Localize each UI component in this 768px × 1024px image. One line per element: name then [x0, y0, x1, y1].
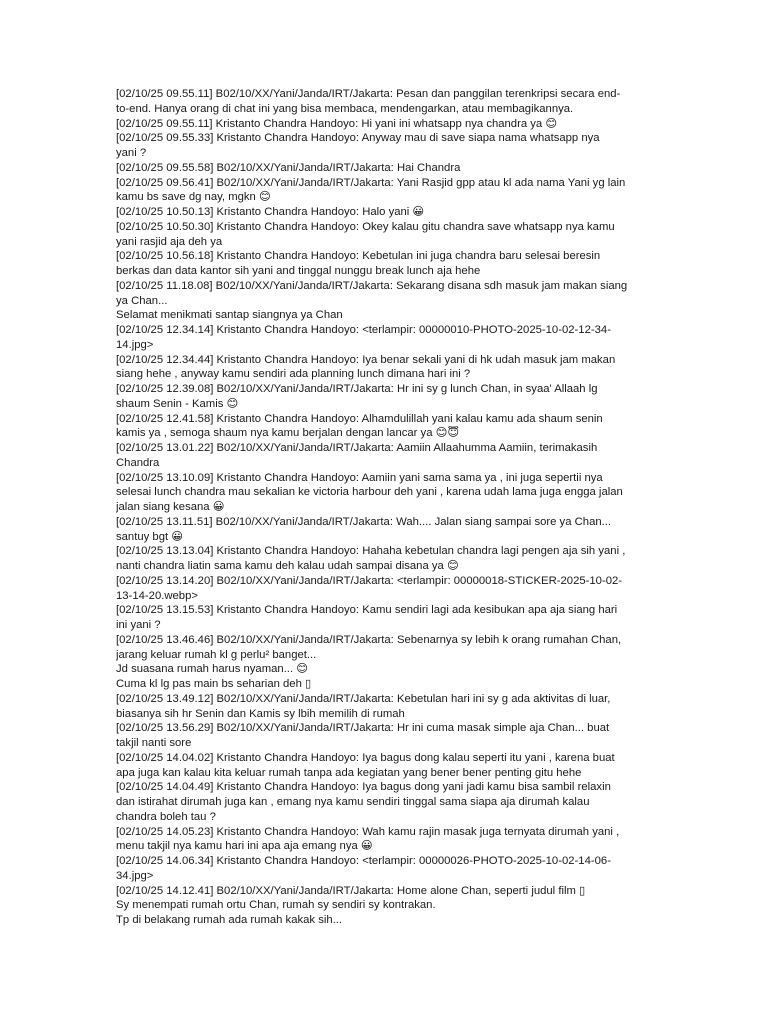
- transcript-line: [02/10/25 13.11.51] B02/10/XX/Yani/Janda/IRT/Jakarta: Wah.... Jalan siang sampai sore ya Chan...: [116, 515, 612, 528]
- transcript-line: [02/10/25 12.41.58] Kristanto Chandra Handoyo: Alhamdulillah yani kalau kamu ada shaum senin: [116, 412, 603, 425]
- transcript-line: jarang keluar rumah kl g perlu² banget...: [116, 648, 317, 661]
- transcript-line: [02/10/25 09.55.11] B02/10/XX/Yani/Janda/IRT/Jakarta: Pesan dan panggilan terenkripsi secara end-: [116, 88, 621, 100]
- transcript-line: [02/10/25 14.05.23] Kristanto Chandra Handoyo: Wah kamu rajin masak juga ternyata dirumah yani ,: [116, 825, 620, 838]
- transcript-line: [02/10/25 13.01.22] B02/10/XX/Yani/Janda/IRT/Jakarta: Aamiin Allaahumma Aamiin, terimakasih: [116, 442, 598, 454]
- transcript-line: [02/10/25 13.56.29] B02/10/XX/Yani/Janda/IRT/Jakarta: Hr ini cuma masak simple aja Chan... buat: [116, 722, 610, 735]
- transcript-line: 13-14-20.webp>: [116, 589, 198, 602]
- chat-transcript-page: [116, 87, 650, 928]
- transcript-line: yani rasjid aja deh ya: [116, 235, 223, 248]
- transcript-line: [02/10/25 14.12.41] B02/10/XX/Yani/Janda/IRT/Jakarta: Home alone Chan, seperti judul film ▯: [116, 884, 586, 897]
- transcript-line: Selamat menikmati santap siangnya ya Chan: [116, 309, 343, 322]
- transcript-line: [02/10/25 13.14.20] B02/10/XX/Yani/Janda/IRT/Jakarta: <terlampir: 00000018-STICKER-2025-10-02-: [116, 574, 623, 587]
- transcript-line: to-end. Hanya orang di chat ini yang bisa membaca, mendengarkan, atau membagikannya.: [116, 102, 574, 115]
- transcript-line: ini yani ?: [116, 619, 161, 631]
- transcript-line: [02/10/25 14.04.49] Kristanto Chandra Handoyo: Iya bagus dong yani jadi kamu bisa sambil relaxin: [116, 781, 611, 794]
- transcript-line: [02/10/25 12.34.14] Kristanto Chandra Handoyo: <terlampir: 00000010-PHOTO-2025-10-02-12-34-: [116, 324, 611, 336]
- transcript-line: [02/10/25 11.18.08] B02/10/XX/Yani/Janda/IRT/Jakarta: Sekarang disana sdh masuk jam makan siang: [116, 279, 628, 292]
- transcript-line: selesai lunch chandra mau sekalian ke victoria harbour deh yani , karena udah lama juga engga jalan: [116, 486, 623, 499]
- transcript-line: [02/10/25 09.55.11] Kristanto Chandra Handoyo: Hi yani ini whatsapp nya chandra ya 😊: [116, 117, 558, 130]
- transcript-line: santuy bgt 😀: [116, 530, 184, 543]
- transcript-line: Jd suasana rumah harus nyaman... 😊: [116, 663, 308, 676]
- transcript-line: berkas dan data kantor sih yani and tinggal nunggu break lunch aja hehe: [116, 265, 481, 277]
- transcript-line: 34.jpg>: [116, 869, 154, 882]
- transcript-line: jalan siang kesana 😀: [116, 501, 225, 513]
- transcript-line: [02/10/25 13.13.04] Kristanto Chandra Handoyo: Hahaha kebetulan chandra lagi pengen aja sih yani ,: [116, 545, 626, 558]
- transcript-line: yani ?: [116, 147, 147, 159]
- transcript-line: siang hehe , anyway kamu sendiri ada planning lunch dimana hari ini ?: [116, 368, 471, 381]
- transcript-line: ya Chan...: [116, 294, 168, 307]
- transcript-line: menu takjil nya kamu hari ini apa aja emang nya 😀: [116, 840, 373, 853]
- transcript-line: [02/10/25 10.50.30] Kristanto Chandra Handoyo: Okey kalau gitu chandra save whatsapp nya kamu: [116, 220, 615, 233]
- transcript-line: Cuma kl lg pas main bs seharian deh ▯: [116, 678, 312, 690]
- transcript-line: biasanya sih hr Senin dan Kamis sy lbih memilih di rumah: [116, 707, 405, 720]
- transcript-line: [02/10/25 09.55.33] Kristanto Chandra Handoyo: Anyway mau di save siapa nama whatsapp nya: [116, 132, 600, 145]
- transcript-line: [02/10/25 13.46.46] B02/10/XX/Yani/Janda/IRT/Jakarta: Sebenarnya sy lebih k orang rumahan Chan,: [116, 633, 622, 646]
- transcript-line: kamu bs save dg nay, mgkn 😊: [116, 191, 271, 204]
- transcript-line: [02/10/25 12.34.44] Kristanto Chandra Handoyo: Iya benar sekali yani di hk udah masuk jam makan: [116, 353, 616, 366]
- transcript-line: takjil nanti sore: [116, 737, 192, 749]
- transcript-line: shaum Senin - Kamis 😊: [116, 397, 239, 410]
- transcript-line: 14.jpg>: [116, 338, 154, 351]
- transcript-line: [02/10/25 12.39.08] B02/10/XX/Yani/Janda/IRT/Jakarta: Hr ini sy g lunch Chan, in syaa' Allaah lg: [116, 383, 598, 395]
- transcript-line: [02/10/25 09.55.58] B02/10/XX/Yani/Janda/IRT/Jakarta: Hai Chandra: [116, 161, 461, 174]
- transcript-line: kamis ya , semoga shaum nya kamu berjalan dengan lancar ya 😊😇: [116, 427, 460, 440]
- transcript-line: apa juga kan kalau kita keluar rumah tanpa ada kegiatan yang bener bener penting gitu hehe: [116, 766, 582, 779]
- transcript-line: nanti chandra liatin sama kamu deh kalau udah sampai disana ya 😊: [116, 560, 459, 572]
- transcript-line: [02/10/25 13.10.09] Kristanto Chandra Handoyo: Aamiin yani sama sama ya , ini juga sepertii nya: [116, 471, 603, 484]
- transcript-line: Chandra: [116, 456, 160, 469]
- transcript-line: chandra boleh tau ?: [116, 810, 216, 823]
- transcript-line: [02/10/25 14.06.34] Kristanto Chandra Handoyo: <terlampir: 00000026-PHOTO-2025-10-02-14-06-: [116, 855, 611, 867]
- transcript-line: [02/10/25 13.49.12] B02/10/XX/Yani/Janda/IRT/Jakarta: Kebetulan hari ini sy g ada aktivitas di luar,: [116, 692, 611, 705]
- transcript-line: [02/10/25 14.04.02] Kristanto Chandra Handoyo: Iya bagus dong kalau seperti itu yani , karena buat: [116, 751, 615, 764]
- transcript-line: [02/10/25 10.56.18] Kristanto Chandra Handoyo: Kebetulan ini juga chandra baru selesai beresin: [116, 250, 601, 263]
- transcript-line: [02/10/25 10.50.13] Kristanto Chandra Handoyo: Halo yani 😀: [116, 206, 425, 218]
- transcript-line: dan istirahat dirumah juga kan , emang nya kamu sendiri tinggal sama siapa aja dirumah kalau: [116, 796, 590, 808]
- transcript-line: [02/10/25 13.15.53] Kristanto Chandra Handoyo: Kamu sendiri lagi ada kesibukan apa aja siang hari: [116, 604, 618, 617]
- transcript-line: [02/10/25 09.56.41] B02/10/XX/Yani/Janda/IRT/Jakarta: Yani Rasjid gpp atau kl ada nama Yani yg lain: [116, 176, 626, 189]
- transcript-line: Sy menempati rumah ortu Chan, rumah sy sendiri sy kontrakan.: [116, 899, 436, 912]
- transcript-line: Tp di belakang rumah ada rumah kakak sih...: [116, 914, 343, 926]
